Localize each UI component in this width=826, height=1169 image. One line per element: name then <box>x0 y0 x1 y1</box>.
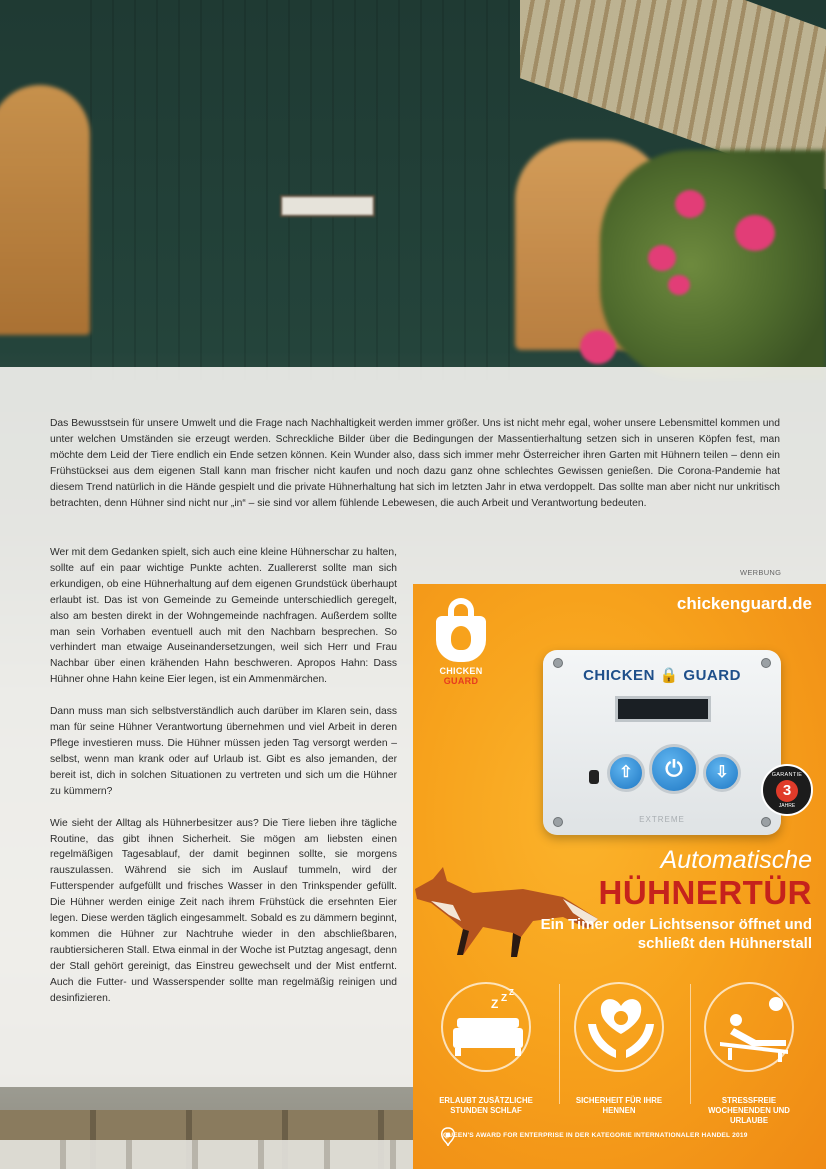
shed-wall <box>90 0 520 380</box>
ad-headline-2: HÜHNERTÜR <box>598 874 812 911</box>
feature-safety-label: SICHERHEIT FÜR IHRE HENNEN <box>575 1096 663 1115</box>
power-icon: ⏻ <box>649 744 699 794</box>
feature-relax <box>694 982 804 1126</box>
svg-text:Z: Z <box>509 988 514 997</box>
flower <box>648 245 676 271</box>
feature-divider <box>559 984 560 1104</box>
plant-foliage <box>600 150 826 380</box>
chickenguard-logo <box>431 598 491 686</box>
ad-headline-1: Automatische <box>660 846 812 874</box>
bed-icon <box>441 982 531 1072</box>
device-display <box>615 696 711 722</box>
arrow-down-icon: ⇩ <box>703 754 741 792</box>
flower <box>668 275 690 295</box>
advertisement[interactable] <box>413 584 826 1169</box>
logo-text-guard: GUARD <box>443 676 479 686</box>
article-paragraph: Wer mit dem Gedanken spielt, sich auch eine kleine Hühnerschar zu halten, sollte auf ein paar wichtige Punkte achten. Zuallererst sollte man sich erkundigen, ob eine Hühnerhaltung auf dem eigenen Grundstück überhaupt erlaubt ist. Das ist von Gemeinde zu Gemeinde unterschiedlich geregelt, also am besten direkt in der Wohngemeinde nachfragen. Außerdem sollte man sein Vorhaben eventuell auch mit den Nachbarn besprechen. So verhindert man etwaige Auseinandersetzungen, weil sich Herr und Frau Nachbar über einen krähenden Hahn beschweren. Apropos Hahn: Dass Hühner ohne Hahn keine Eier legen, ist ein Ammenmärchen. <box>50 547 397 686</box>
guarantee-badge <box>761 764 813 816</box>
svg-text:Z: Z <box>491 997 499 1011</box>
flower <box>735 215 775 251</box>
article-paragraph: Wie sieht der Alltag als Hühnerbesitzer aus? Die Tiere lieben ihre tägliche Routine, das gibt ihnen Sicherheit. Sie mögen am liebsten einen regelmäßigen Tagesablauf, der damit beginnen sollte, sie morgens rauszulassen. Während sie sich im Auslauf tummeln, wird der Futterspender aufgefüllt und frisches Wasser in den Trinkspender gefüllt. Die Hühner werden einige Zeit nach ihrem Frühstück die ersehnten Eier legen. Diese werden täglich eingesammelt. Sobald es zu dämmern beginnt, kommen die Hühner zur Nachtruhe wieder in den abschließbaren, raubtiersicheren Stall. Etwa einmal in der Woche ist Putztag angesagt, denn der Stall gehört gereinigt, das Einstreu gewechselt und der Mist entfernt. Auch die Futter- und Wasserspender sollte man regelmäßig reinigen und desinfizieren. <box>50 817 397 1004</box>
sunbed-icon <box>704 982 794 1072</box>
svg-text:Z: Z <box>501 993 508 1004</box>
shed-window-left <box>0 85 90 335</box>
device-model: EXTREME <box>639 815 685 824</box>
logo-text-chicken: CHICKEN <box>439 666 483 676</box>
ad-subline: Ein Timer oder Lichtsensor öffnet und schließt den Hühnerstall <box>540 916 812 952</box>
badge-number: 3 <box>776 780 798 802</box>
feature-sleep-label: ERLAUBT ZUSÄTZLICHE STUNDEN SCHLAF <box>439 1096 533 1115</box>
feature-sleep <box>431 982 541 1116</box>
flower <box>675 190 705 218</box>
article-body <box>50 545 397 1022</box>
hen-in-hands-icon <box>574 982 664 1072</box>
award-text: QUEEN'S AWARD FOR ENTERPRISE IN DER KATEGORIE INTERNATIONALER HANDEL 2019 <box>443 1132 748 1139</box>
padlock-hen-icon <box>436 598 486 662</box>
feature-safety <box>564 982 674 1116</box>
arrow-up-icon: ⇧ <box>607 754 645 792</box>
badge-top-text: GARANTIE <box>771 772 803 778</box>
feature-divider <box>690 984 691 1104</box>
door-controller-device <box>543 650 781 835</box>
ad-domain-link[interactable]: chickenguard.de <box>676 594 812 613</box>
article-paragraph: Dann muss man sich selbstverständlich auch darüber im Klaren sein, dass man für seine Hühner Verantwortung übernehmen und viel Arbeit in deren Pflege investieren muss. Die Hühner müssen jeden Tag versorgt werden – selbst, wenn man krank oder auf Urlaub ist. Gibt es also jemanden, der bereit ist, dich in solchen Situationen zu vertreten und sich um die Hühner zu kümmern? <box>50 706 397 797</box>
ad-label: WERBUNG <box>740 568 782 577</box>
device-led <box>589 770 599 784</box>
article-intro: Das Bewusstsein für unsere Umwelt und die Frage nach Nachhaltigkeit werden immer größer. Uns ist nicht mehr egal, woher unsere Lebensmittel kommen und unter welchen Umständen sie erzeugt werden. Schreckliche Bilder über die Bedingungen der Massentierhaltung setzen sich in unseren Köpfen fest, man möchte dem Leid der Tiere endlich ein Ende setzen können. Kein Wunder also, dass sich immer mehr Österreicher ihren Garten mit Hühnern teilen – denn ein Frühstücksei aus dem eigenen Stall kann man frischer nicht kaufen und noch dazu ganz ohne schlechtes Gewissen genießen. Die Corona-Pandemie hat diesem Trend natürlich in die Hände gespielt und die private Hühnerhaltung hat sich im letzten Jahr in etwa verdoppelt. Das sollte man aber nicht nur unkritisch betrachten, denn Hühner sind nicht nur „in“ – sie sind vor allem fühlende Lebewesen, die auch Arbeit und Verantwortung bedeuten. <box>50 418 780 509</box>
flower <box>580 330 616 364</box>
feature-relax-label: STRESSFREIE WOCHENENDEN UND URLAUBE <box>708 1096 790 1125</box>
shed-sign <box>280 195 375 217</box>
device-brand: CHICKEN 🔒 GUARD <box>583 667 741 684</box>
badge-bottom-text: JAHRE <box>778 803 796 809</box>
